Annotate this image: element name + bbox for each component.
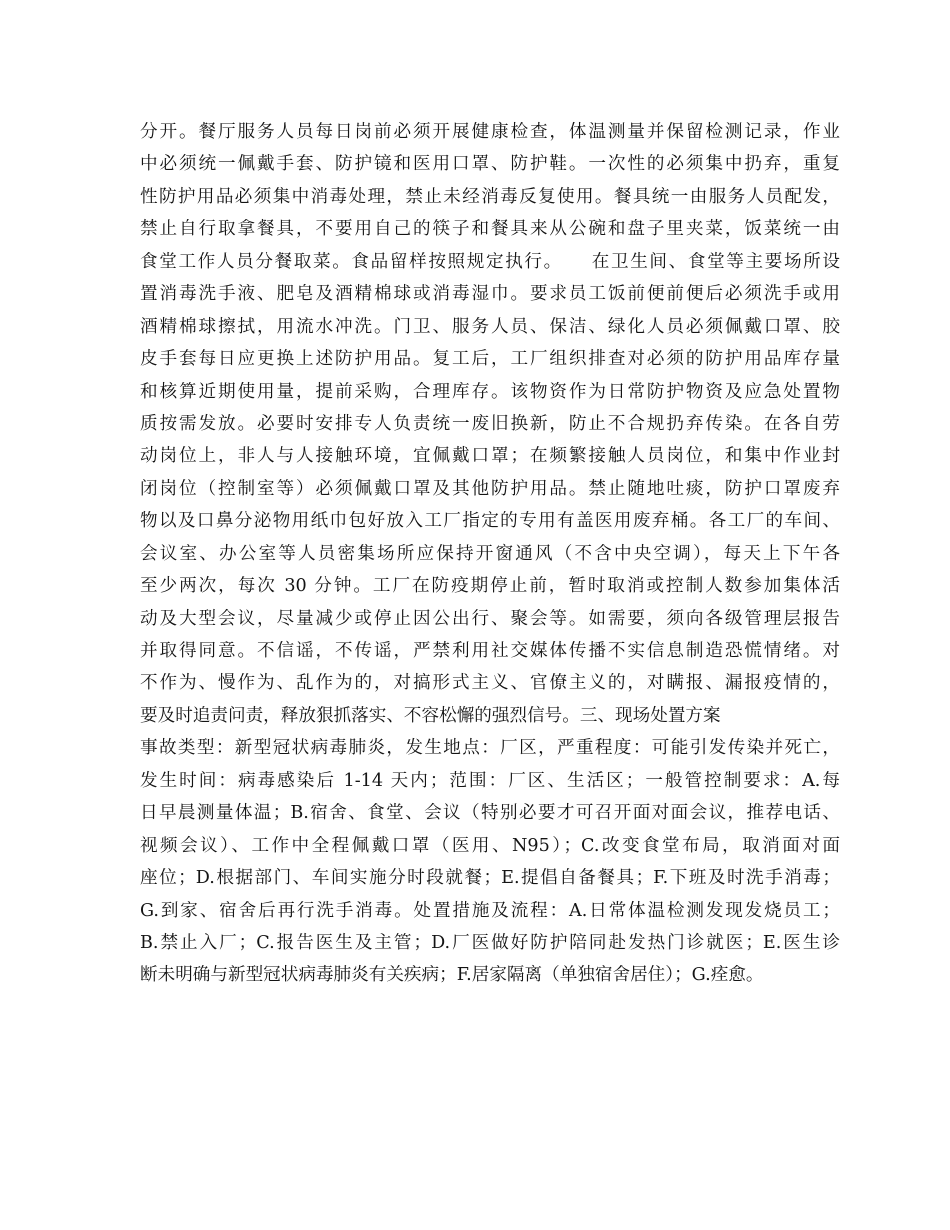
text-line: 不作为、慢作为、乱作为的，对搞形式主义、官僚主义的，对瞒报、漏报疫情的， xyxy=(140,673,840,694)
text-line: 座位；D.根据部门、车间实施分时段就餐；E.提倡自备餐具；F.下班及时洗手消毒； xyxy=(140,868,840,889)
text-line: 日早晨测量体温；B.宿舍、食堂、会议（特别必要才可召开面对面会议，推荐电话、 xyxy=(140,803,840,824)
text-line: 要及时追责问责，释放狠抓落实、不容松懈的强烈信号。三、现场处置方案 xyxy=(140,705,721,726)
text-line: 性防护用品必须集中消毒处理，禁止未经消毒反复使用。餐具统一由服务人员配发， xyxy=(140,186,840,207)
text-line: 动岗位上，非人与人接触环境，宜佩戴口罩；在频繁接触人员岗位，和集中作业封 xyxy=(140,446,840,467)
text-line: 闭岗位（控制室等）必须佩戴口罩及其他防护用品。禁止随地吐痰，防护口罩废弃 xyxy=(140,478,840,499)
text-line: 和核算近期使用量，提前采购，合理库存。该物资作为日常防护物资及应急处置物 xyxy=(140,381,840,402)
text-line: 食堂工作人员分餐取菜。食品留样按照规定执行。 在卫生间、食堂等主要场所设 xyxy=(140,251,840,272)
text-line: 至少两次，每次 30 分钟。工厂在防疫期停止前，暂时取消或控制人数参加集体活 xyxy=(140,576,840,597)
text-line: 分开。餐厅服务人员每日岗前必须开展健康检查，体温测量并保留检测记录，作业 xyxy=(140,122,840,142)
text-line: 物以及口鼻分泌物用纸巾包好放入工厂指定的专用有盖医用废弃桶。各工厂的车间、 xyxy=(140,511,840,532)
text-line: 事故类型：新型冠状病毒肺炎，发生地点：厂区，严重程度：可能引发传染并死亡， xyxy=(140,738,840,759)
text-line: 视频会议）、工作中全程佩戴口罩（医用、N95）；C.改变食堂布局，取消面对面 xyxy=(140,835,840,856)
text-line: 皮手套每日应更换上述防护用品。复工后，工厂组织排查对必须的防护用品库存量 xyxy=(140,349,840,370)
text-line: 质按需发放。必要时安排专人负责统一废旧换新，防止不合规扔弃传染。在各自劳 xyxy=(140,413,840,434)
text-line: 会议室、办公室等人员密集场所应保持开窗通风（不含中央空调），每天上下午各 xyxy=(140,543,840,564)
text-line: 中必须统一佩戴手套、防护镜和医用口罩、防护鞋。一次性的必须集中扔弃，重复 xyxy=(140,154,840,175)
text-line: 发生时间：病毒感染后 1-14 天内；范围：厂区、生活区；一般管控制要求：A.每 xyxy=(140,770,840,791)
text-line: 动及大型会议，尽量减少或停止因公出行、聚会等。如需要，须向各级管理层报告 xyxy=(140,608,840,629)
text-line: 置消毒洗手液、肥皂及酒精棉球或消毒湿巾。要求员工饭前便前便后必须洗手或用 xyxy=(140,284,840,305)
text-line: 并取得同意。不信谣，不传谣，严禁利用社交媒体传播不实信息制造恐慌情绪。对 xyxy=(140,641,840,661)
text-line: B.禁止入厂；C.报告医生及主管；D.厂医做好防护陪同赴发热门诊就医；E.医生诊 xyxy=(140,932,840,953)
text-line: 禁止自行取拿餐具，不要用自己的筷子和餐具来从公碗和盘子里夹菜，饭菜统一由 xyxy=(140,219,840,240)
text-line: 断未明确与新型冠状病毒肺炎有关疾病；F.居家隔离（单独宿舍居住）；G.痊愈。 xyxy=(140,965,764,986)
body-text xyxy=(140,116,840,992)
text-line: G.到家、宿舍后再行洗手消毒。处置措施及流程：A.日常体温检测发现发烧员工； xyxy=(140,900,840,921)
text-line: 酒精棉球擦拭，用流水冲洗。门卫、服务人员、保洁、绿化人员必须佩戴口罩、胶 xyxy=(140,316,840,337)
